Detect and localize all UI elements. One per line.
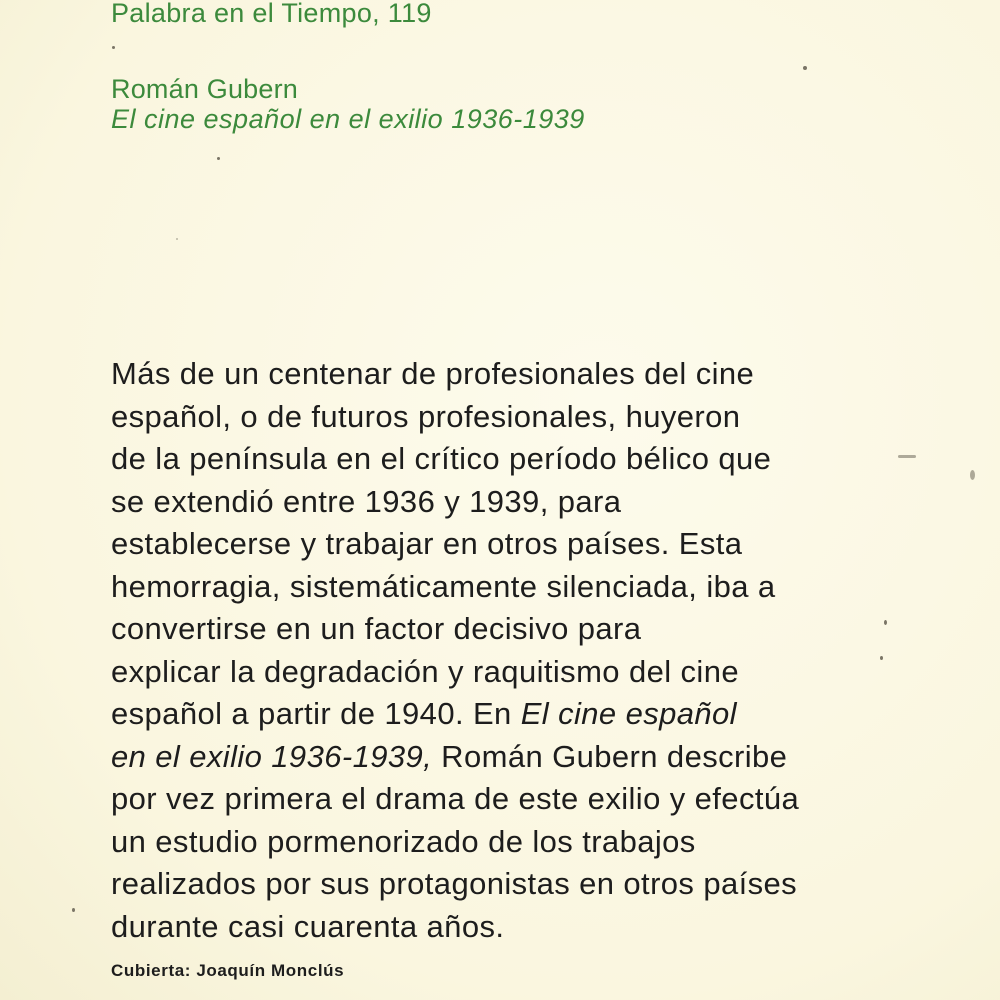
blurb-line: por vez primera el drama de este exilio y efectúa xyxy=(111,781,800,816)
blurb-italic-title: El cine español xyxy=(520,696,737,731)
paper-speck xyxy=(217,157,220,160)
blurb-line: de la península en el crítico período bélico que xyxy=(111,441,772,476)
blurb-line: se extendió entre 1936 y 1939, para xyxy=(111,483,622,519)
blurb-line: explicar la degradación y raquitismo del cine xyxy=(111,653,739,689)
paper-speck xyxy=(72,908,75,912)
blurb-line: español, o de futuros profesionales, huyeron xyxy=(111,398,741,434)
author-name: Román Gubern xyxy=(111,74,298,104)
paper-speck xyxy=(112,46,115,49)
paper-speck xyxy=(898,455,916,458)
blurb-line xyxy=(111,693,911,736)
blurb-line xyxy=(111,736,911,779)
book-title: El cine español en el exilio 1936-1939 xyxy=(111,104,585,134)
paper-speck xyxy=(880,656,883,660)
blurb-line: durante casi cuarenta años. xyxy=(111,908,505,944)
blurb-italic-title: en el exilio 1936-1939, xyxy=(111,738,433,774)
blurb-text-segment: español a partir de 1940. En xyxy=(111,696,521,731)
blurb-line: un estudio pormenorizado de los trabajos xyxy=(111,823,696,859)
blurb-line: hemorragia, sistemáticamente silenciada, iba a xyxy=(111,568,776,604)
blurb-line: Más de un centenar de profesionales del cine xyxy=(111,356,755,391)
paper-speck xyxy=(884,620,887,625)
blurb-line: realizados por sus protagonistas en otros países xyxy=(111,866,798,901)
paper-speck xyxy=(970,470,975,480)
cover-credit: Cubierta: Joaquín Monclús xyxy=(111,961,345,980)
paper-speck xyxy=(176,238,178,240)
paper-speck xyxy=(803,66,807,70)
blurb-text-segment: Román Gubern describe xyxy=(432,738,788,774)
blurb-line: establecerse y trabajar en otros países. Esta xyxy=(111,526,743,561)
blurb-text xyxy=(111,353,911,948)
blurb-line: convertirse en un factor decisivo para xyxy=(111,611,642,646)
series-title: Palabra en el Tiempo, 119 xyxy=(111,0,432,28)
